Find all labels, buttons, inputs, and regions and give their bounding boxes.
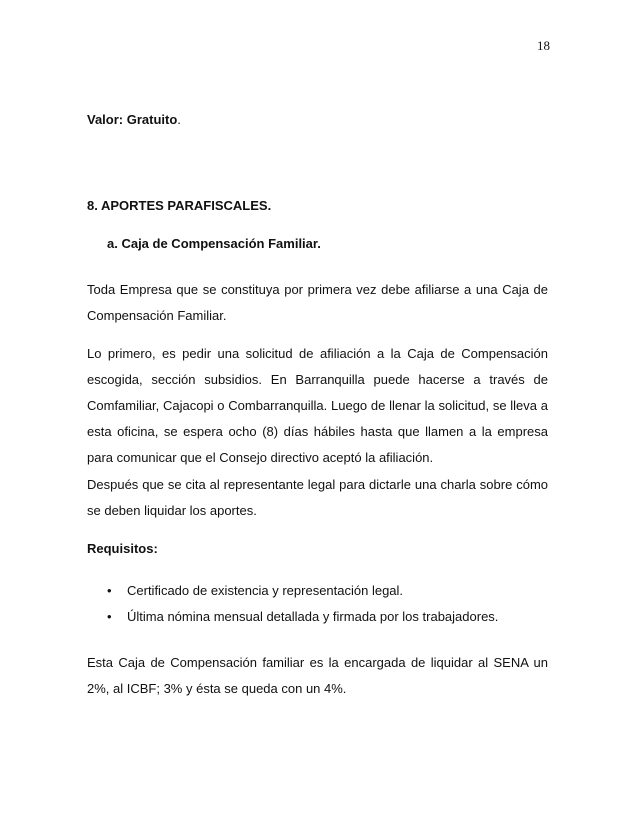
- requisitos-heading: Requisitos:: [87, 541, 158, 556]
- section-subheading: a. Caja de Compensación Familiar.: [107, 236, 321, 251]
- list-item: [87, 578, 548, 604]
- paragraph-procedimiento: Lo primero, es pedir una solicitud de afiliación a la Caja de Compensación escogida, sección subsidios. En Barranquilla puede hacerse a través de Comfamiliar, Cajacopi o Combarranquilla. Luego de llenar la solicitud, se lleva a esta oficina, se espera ocho (8) días hábiles hasta que llamen a la empresa para comunicar que el Consejo directivo aceptó la afiliación.: [87, 346, 548, 465]
- requisitos-list: [87, 578, 548, 630]
- valor-suffix: .: [177, 112, 181, 127]
- valor-line: [87, 107, 548, 133]
- page-number: 18: [537, 38, 550, 53]
- bullet-icon: •: [107, 583, 112, 598]
- paragraph-afiliacion: Toda Empresa que se constituya por primera vez debe afiliarse a una Caja de Compensación Familiar.: [87, 282, 548, 323]
- paragraph-charla: Después que se cita al representante legal para dictarle una charla sobre cómo se deben liquidar los aportes.: [87, 477, 548, 518]
- list-item: [87, 604, 548, 630]
- bullet-icon: •: [107, 609, 112, 624]
- list-item-text: Última nómina mensual detallada y firmada por los trabajadores.: [127, 609, 499, 624]
- list-item-text: Certificado de existencia y representación legal.: [127, 583, 404, 598]
- section-heading: 8. APORTES PARAFISCALES.: [87, 198, 272, 213]
- paragraph-liquidacion: Esta Caja de Compensación familiar es la encargada de liquidar al SENA un 2%, al ICBF; 3% y ésta se queda con un 4%.: [87, 655, 548, 696]
- valor-label: Valor: Gratuito: [87, 112, 178, 127]
